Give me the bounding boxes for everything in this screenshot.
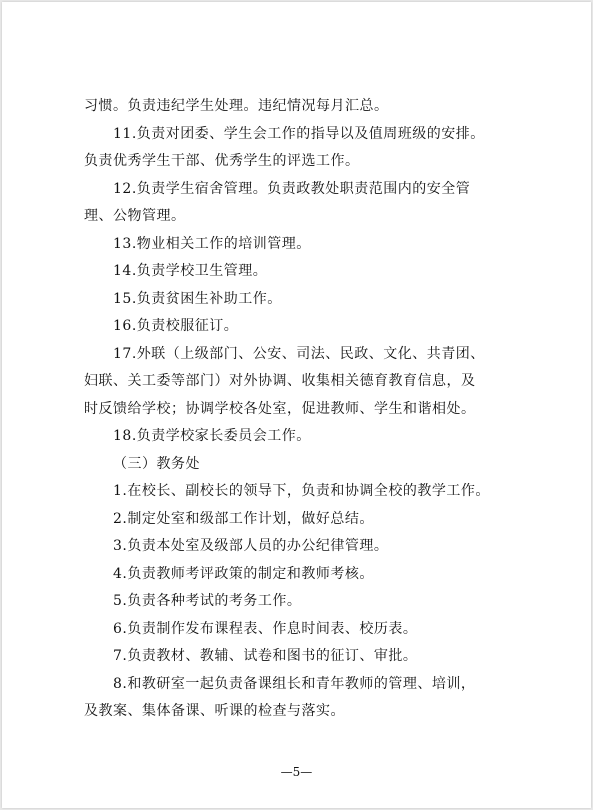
text-line: 15.负责贫困生补助工作。	[113, 290, 282, 307]
text-line: （三）教务处	[113, 455, 200, 472]
text-line: 12.负责学生宿舍管理。负责政教处职责范围内的安全管	[113, 180, 471, 197]
text-line: 17.外联（上级部门、公安、司法、民政、文化、共青团、	[113, 345, 485, 362]
page-number: —5—	[280, 765, 313, 779]
document-body	[84, 93, 514, 726]
text-line: 14.负责学校卫生管理。	[113, 263, 268, 279]
text-line: 5.负责各种考试的考务工作。	[113, 593, 302, 609]
text-line: 3.负责本处室及级部人员的办公纪律管理。	[113, 538, 389, 554]
text-line: 13.物业相关工作的培训管理。	[113, 235, 311, 252]
text-line: 8.和教研室一起负责备课组长和青年教师的管理、培训，	[113, 675, 476, 692]
text-line: 时反馈给学校；协调学校各处室，促进教师、学生和谐相处。	[84, 400, 476, 417]
text-line: 负责优秀学生干部、优秀学生的评选工作。	[84, 153, 360, 169]
text-line: 习惯。负责违纪学生处理。违纪情况每月汇总。	[84, 98, 389, 114]
text-line: 1.在校长、副校长的领导下，负责和协调全校的教学工作。	[113, 483, 490, 499]
text-line: 4.负责教师考评政策的制定和教师考核。	[113, 565, 374, 582]
text-line: 18.负责学校家长委员会工作。	[113, 428, 311, 444]
text-line: 16.负责校服征订。	[113, 318, 239, 334]
text-line: 7.负责教材、教辅、试卷和图书的征订、审批。	[113, 648, 418, 664]
text-line: 妇联、关工委等部门）对外协调、收集相关德育教育信息，及	[84, 373, 476, 389]
document-page	[2, 2, 591, 808]
text-line: 11.负责对团委、学生会工作的指导以及值周班级的安排。	[113, 125, 485, 142]
text-line: 理、公物管理。	[84, 208, 186, 224]
text-line: 2.制定处室和级部工作计划，做好总结。	[113, 510, 374, 527]
text-line: 及教案、集体备课、听课的检查与落实。	[84, 703, 345, 719]
text-line: 6.负责制作发布课程表、作息时间表、校历表。	[113, 620, 418, 637]
